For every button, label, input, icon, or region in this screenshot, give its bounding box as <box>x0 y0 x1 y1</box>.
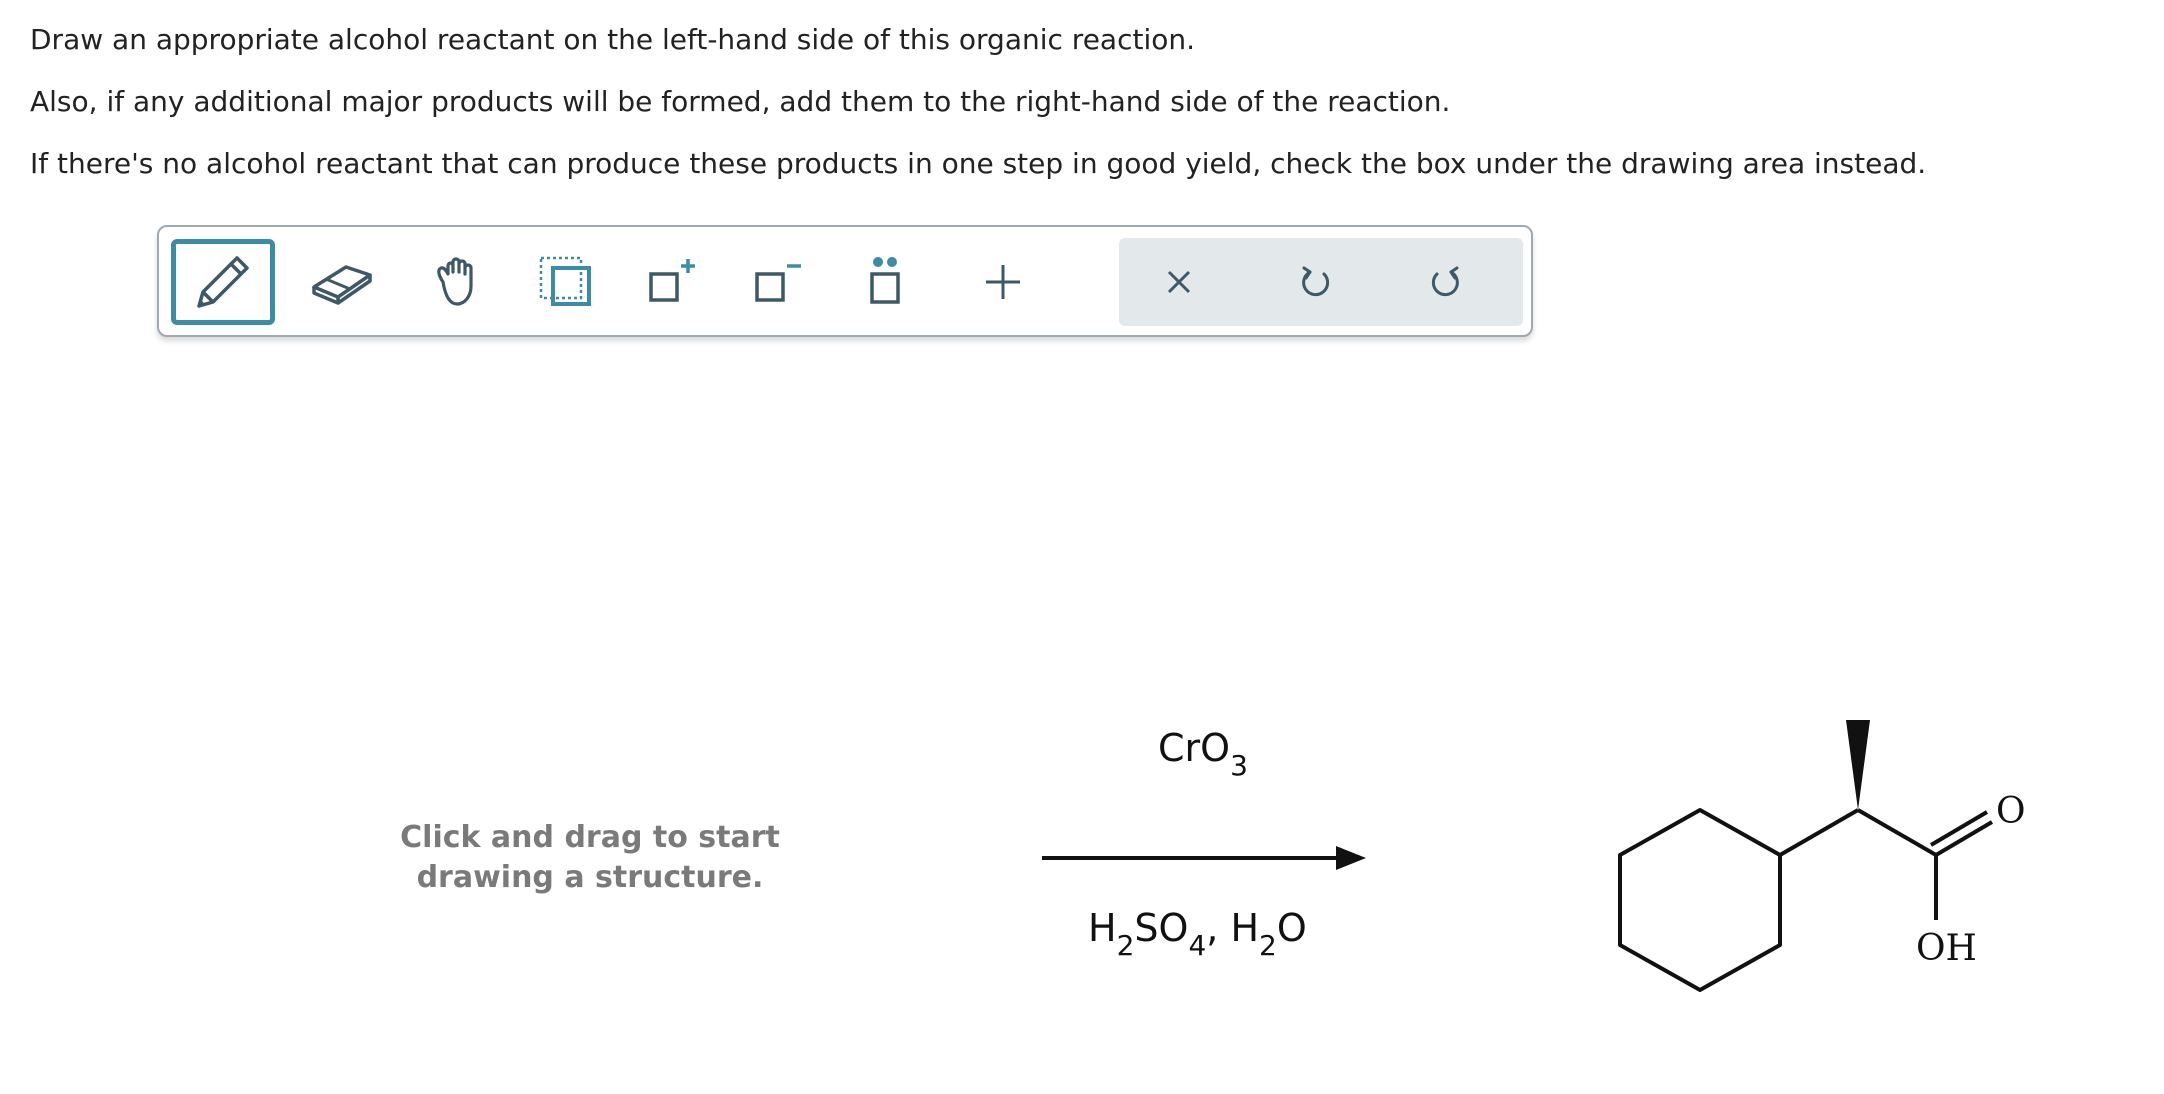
ring-alpha-bond <box>1780 810 1858 855</box>
reagent-h: H <box>1088 906 1117 950</box>
pencil-tool-button[interactable] <box>171 239 275 325</box>
hint-line-1: Click and drag to start <box>400 820 780 855</box>
lone-pair-button[interactable] <box>833 239 937 325</box>
reagent-top-subscript: 3 <box>1230 749 1248 782</box>
product-molecule <box>1600 710 2040 1010</box>
clear-button[interactable] <box>1119 238 1239 326</box>
instruction-line-3: If there's no alcohol reactant that can produce these products in one step in good yield, check the box under the drawing area instead. <box>30 147 1927 180</box>
alpha-carbonyl-bond <box>1858 810 1936 855</box>
close-icon <box>1159 262 1199 302</box>
lone-pair-icon <box>855 252 915 312</box>
reagent-h2: H <box>1218 906 1260 950</box>
action-group <box>1119 238 1523 326</box>
eraser-icon <box>310 257 374 307</box>
hand-icon <box>431 252 491 312</box>
instruction-line-2: Also, if any additional major products will be formed, add them to the right-hand side of the reaction. <box>30 85 1451 118</box>
add-reaction-plus-button[interactable] <box>951 239 1055 325</box>
negative-charge-button[interactable] <box>727 239 831 325</box>
instructions <box>30 20 1926 206</box>
oxygen-label: O <box>1996 791 2026 832</box>
positive-charge-icon <box>643 252 703 312</box>
redo-button[interactable] <box>1385 238 1505 326</box>
hint-line-2: drawing a structure. <box>416 860 764 895</box>
select-box-icon <box>537 252 597 312</box>
pencil-icon <box>191 250 255 314</box>
drawing-area-hint[interactable] <box>340 818 840 898</box>
plus-icon <box>978 257 1028 307</box>
reagent-bottom <box>1088 906 1307 962</box>
instruction-line-1: Draw an appropriate alcohol reactant on the left-hand side of this organic reaction. <box>30 23 1196 56</box>
reagent-so: SO <box>1134 906 1189 950</box>
eraser-tool-button[interactable] <box>290 239 394 325</box>
reagent-top-base: CrO <box>1158 726 1231 770</box>
hand-tool-button[interactable] <box>409 239 513 325</box>
cyclohexane-ring <box>1620 810 1780 990</box>
reagent-comma: , <box>1206 906 1219 950</box>
reagent-sub-2b: 2 <box>1259 929 1277 962</box>
reagent-o: O <box>1276 906 1307 950</box>
positive-charge-button[interactable] <box>621 239 725 325</box>
negative-charge-icon <box>749 252 809 312</box>
reagent-sub-2: 2 <box>1116 929 1135 962</box>
reagent-top <box>1158 726 1248 782</box>
reaction-arrow <box>1040 840 1380 876</box>
undo-icon <box>1296 262 1336 302</box>
undo-button[interactable] <box>1256 238 1376 326</box>
drawing-toolbar <box>157 225 1533 337</box>
redo-icon <box>1425 262 1465 302</box>
reagent-sub-4: 4 <box>1188 929 1207 962</box>
hydroxyl-label: OH <box>1916 928 1977 969</box>
select-tool-button[interactable] <box>515 239 619 325</box>
wedge-methyl-bond <box>1846 720 1870 810</box>
